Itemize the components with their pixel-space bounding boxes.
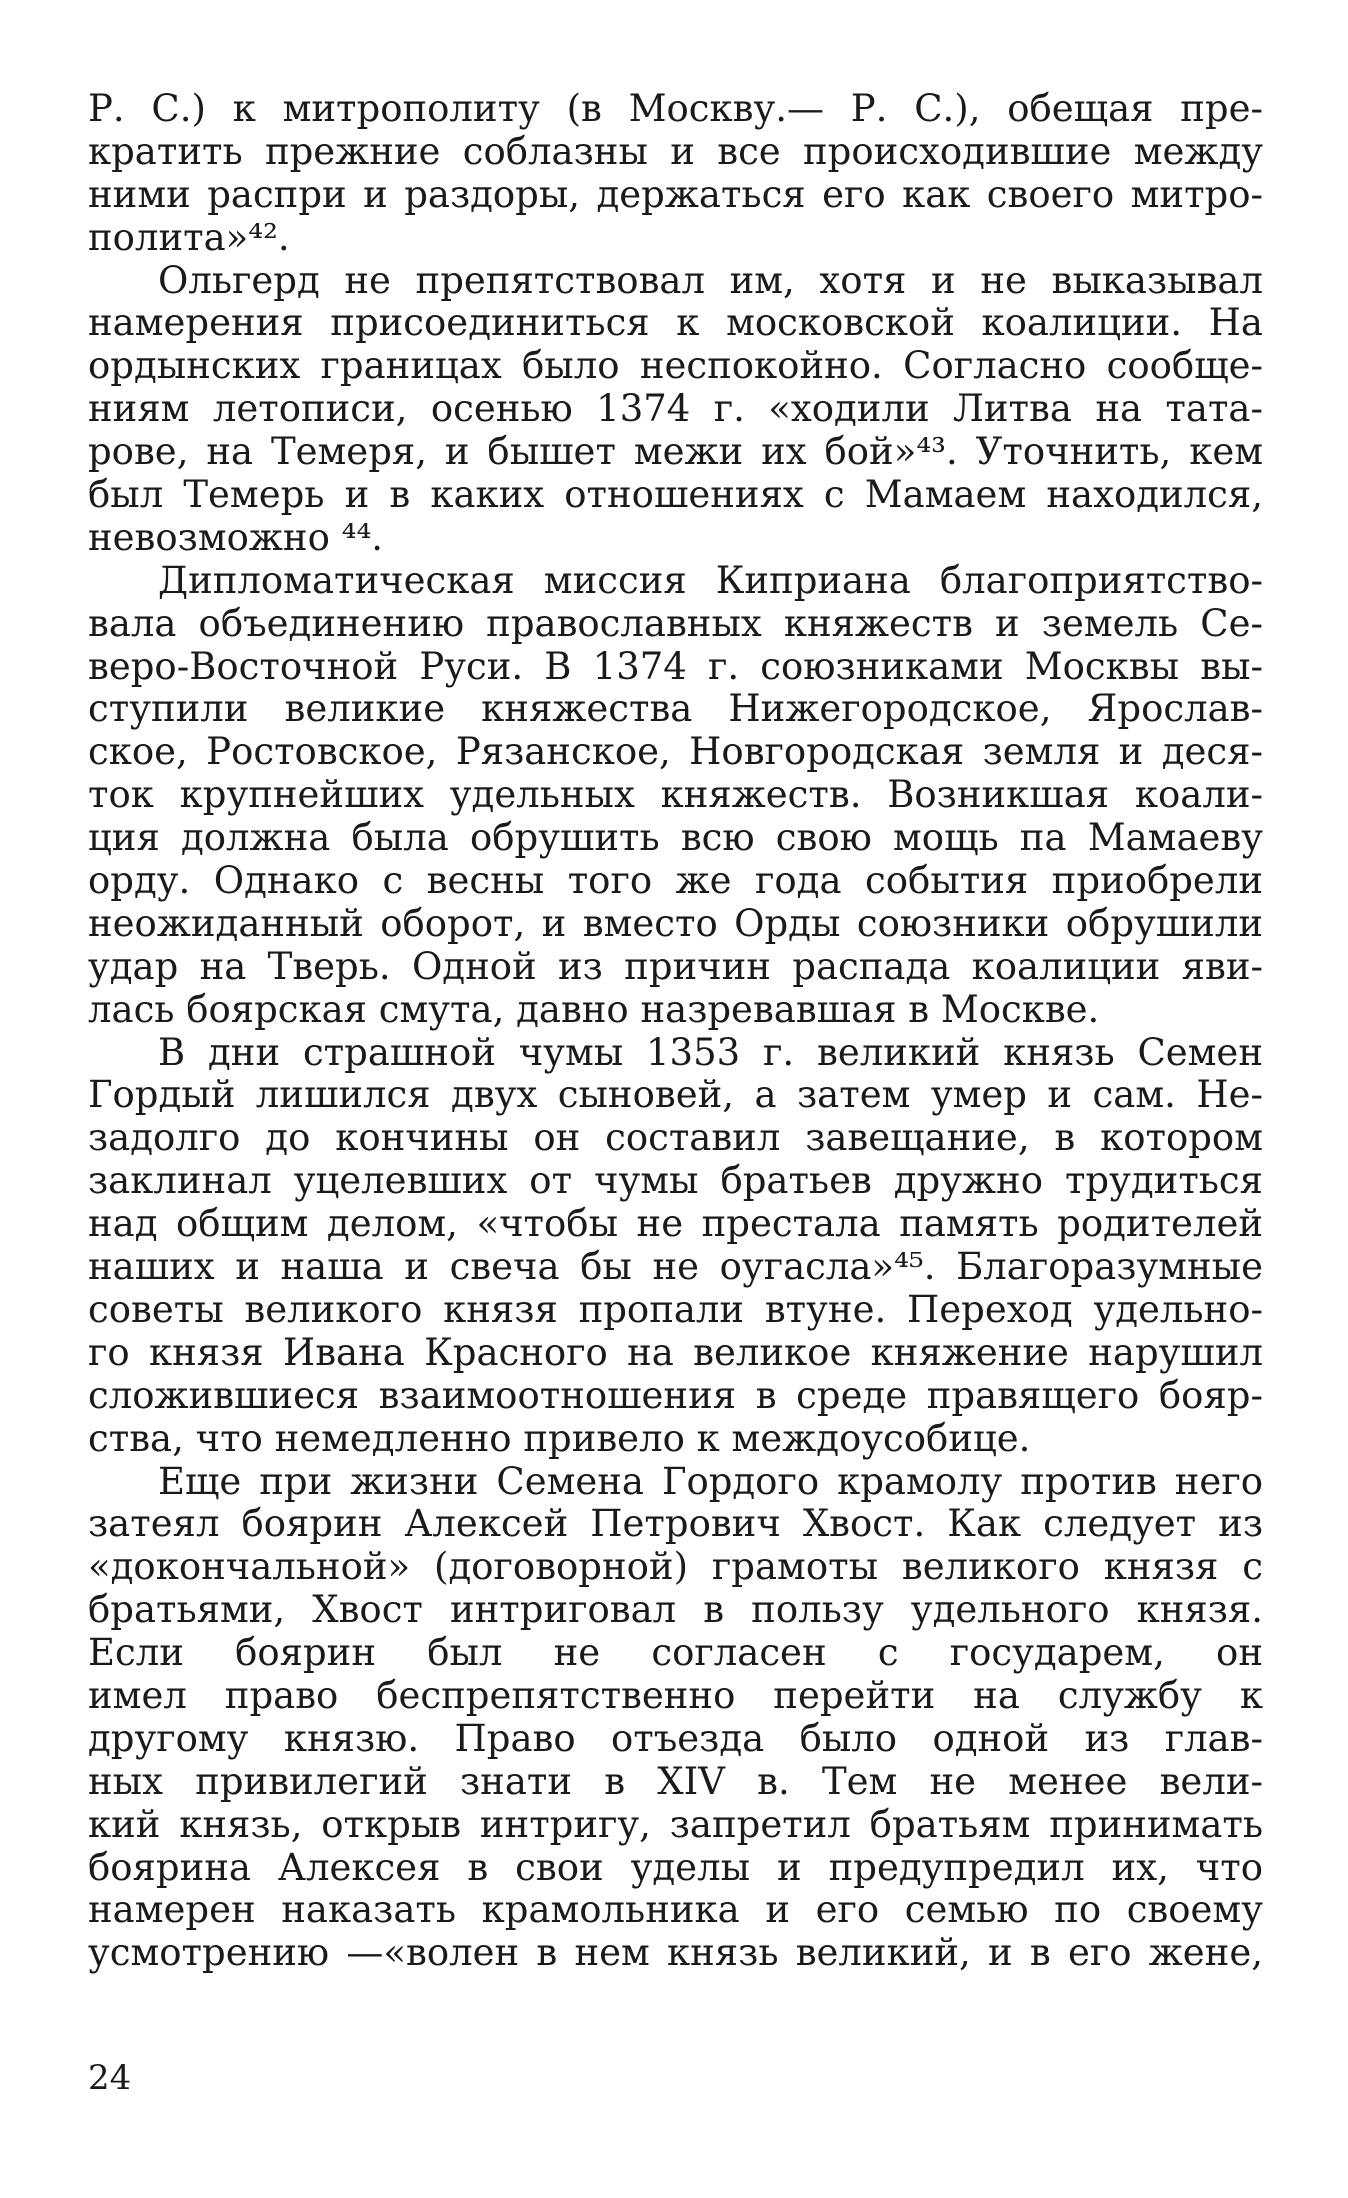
paragraph-2 xyxy=(88,260,1263,560)
text-line: советы великого князя пропали втуне. Переход удельно- xyxy=(88,1288,1263,1331)
text-line: полита»⁴². xyxy=(88,216,290,259)
paragraph-5 xyxy=(88,1461,1263,1976)
text-line: боярина Алексея в свои уделы и предупредил их, что xyxy=(88,1846,1263,1889)
text-line: ниям летописи, осенью 1374 г. «ходили Литва на тата- xyxy=(88,388,1263,431)
text-line: вала объединению православных княжеств и земель Се- xyxy=(88,602,1263,645)
text-line: ных привилегий знати в XIV в. Тем не менее вели- xyxy=(88,1760,1263,1803)
text-line: лась боярская смута, давно назревавшая в Москве. xyxy=(88,988,1100,1031)
text-line: имел право беспрепятственно перейти на службу к xyxy=(88,1674,1263,1717)
text-line: над общим делом, «чтобы не престала память родителей xyxy=(88,1203,1263,1246)
text-line: Гордый лишился двух сыновей, а затем умер и сам. Не- xyxy=(88,1074,1263,1117)
text-line: ток крупнейших удельных княжеств. Возникшая коали- xyxy=(88,774,1263,817)
text-line: был Темерь и в каких отношениях с Мамаем находился, xyxy=(88,474,1263,517)
text-line: ними распри и раздоры, держаться его как своего митро- xyxy=(88,173,1263,216)
text-line: Если боярин был не согласен с государем, он xyxy=(88,1632,1263,1675)
text-line: сложившиеся взаимоотношения в среде правящего бояр- xyxy=(88,1374,1263,1417)
text-line: кратить прежние соблазны и все происходившие между xyxy=(88,130,1263,173)
text-line: намерен наказать крамольника и его семью по своему xyxy=(88,1889,1263,1932)
text-line: Р. С.) к митрополиту (в Москву.— Р. С.), обещая пре- xyxy=(88,88,1263,130)
document-page xyxy=(88,88,1263,2118)
text-line: Еще при жизни Семена Гордого крамолу против него xyxy=(158,1460,1263,1503)
text-line: рове, на Темеря, и бышет межи их бой»⁴³. Уточнить, кем xyxy=(88,431,1263,474)
text-line: ция должна была обрушить всю свою мощь па Мамаеву xyxy=(88,817,1263,860)
text-line: Дипломатическая миссия Киприана благоприятство- xyxy=(158,559,1263,602)
text-line: братьями, Хвост интриговал в пользу удельного князя. xyxy=(88,1589,1263,1632)
text-line: невозможно ⁴⁴. xyxy=(88,516,384,559)
text-line: удар на Тверь. Одной из причин распада коалиции яви- xyxy=(88,945,1263,988)
text-line: «докончальной» (договорной) грамоты великого князя с xyxy=(88,1546,1263,1589)
text-line: орду. Однако с весны того же года события приобрели xyxy=(88,860,1263,903)
text-line: ступили великие княжества Нижегородское, Ярослав- xyxy=(88,688,1263,731)
text-line: усмотрению —«волен в нем князь великий, и в его жене, xyxy=(88,1932,1263,1975)
text-line: другому князю. Право отъезда было одной из глав- xyxy=(88,1717,1263,1760)
text-line: заклинал уцелевших от чумы братьев дружно трудиться xyxy=(88,1160,1263,1203)
page-number: 24 xyxy=(88,2058,132,2098)
text-line: кий князь, открыв интригу, запретил братьям принимать xyxy=(88,1803,1263,1846)
paragraph-3 xyxy=(88,560,1263,1032)
text-line: неожиданный оборот, и вместо Орды союзники обрушили xyxy=(88,902,1263,945)
text-line: ордынских границах было неспокойно. Согласно сообще- xyxy=(88,345,1263,388)
text-line: веро-Восточной Руси. В 1374 г. союзниками Москвы вы- xyxy=(88,645,1263,688)
paragraph-4 xyxy=(88,1032,1263,1461)
paragraph-1 xyxy=(88,88,1263,260)
text-line: ское, Ростовское, Рязанское, Новгородская земля и деся- xyxy=(88,731,1263,774)
text-line: задолго до кончины он составил завещание, в котором xyxy=(88,1117,1263,1160)
text-line: ства, что немедленно привело к междоусобице. xyxy=(88,1417,1031,1460)
text-line: В дни страшной чумы 1353 г. великий князь Семен xyxy=(158,1031,1263,1074)
text-line: Ольгерд не препятствовал им, хотя и не выказывал xyxy=(158,259,1263,302)
text-line: го князя Ивана Красного на великое княжение нарушил xyxy=(88,1331,1263,1374)
text-line: намерения присоединиться к московской коалиции. На xyxy=(88,302,1263,345)
text-line: наших и наша и свеча бы не оугасла»⁴⁵. Благоразумные xyxy=(88,1246,1263,1289)
text-line: затеял боярин Алексей Петрович Хвост. Как следует из xyxy=(88,1503,1263,1546)
